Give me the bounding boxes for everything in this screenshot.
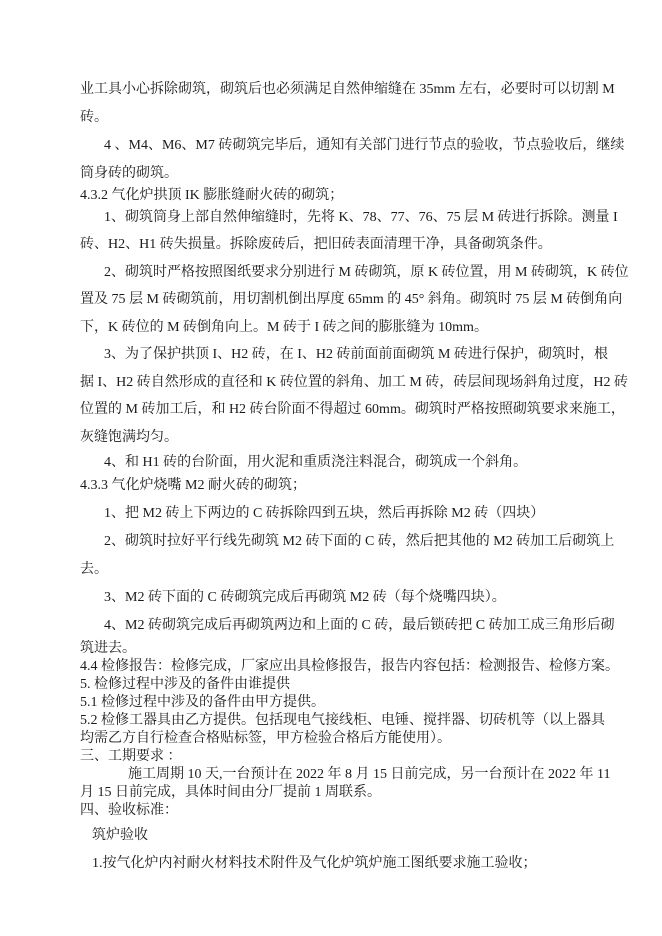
body-text-line: 砖。 xyxy=(80,110,108,125)
body-text-line: 4、M2 砖砌筑完成后再砌筑两边和上面的 C 砖，最后锁砖把 C 砖加工成三角形后砌 xyxy=(104,618,615,633)
body-text-line: 1、砌筑筒身上部自然伸缩缝时，先将 K、78、77、76、75 层 M 砖进行拆除。测量 I xyxy=(104,210,618,225)
body-text-line: 施工周期 10 天,一台预计在 2022 年 8 月 15 日前完成，另一台预计在 2022 年 11 xyxy=(128,767,611,782)
section-heading: 4.3.2 气化炉拱顶 IK 膨胀缝耐火砖的砌筑； xyxy=(80,188,344,203)
body-text-line: 据 I、H2 砖自然形成的直径和 K 砖位置的斜角、加工 M 砖，砖层间现场斜角过度，H2 砖 xyxy=(80,375,628,390)
body-text-line: 置及 75 层 M 砖砌筑前，用切割机倒出厚度 65mm 的 45° 斜角。砌筑时 75 层 M 砖倒角向 xyxy=(80,292,623,307)
body-text-line: 均需乙方自行检查合格贴标签，甲方检验合格后方能使用）。 xyxy=(80,731,451,746)
section-heading: 5. 检修过程中涉及的备件由谁提供 xyxy=(80,677,290,692)
section-heading: 4.4 检修报告：检修完成，厂家应出具检修报告，报告内容包括：检测报告、检修方案。 xyxy=(80,659,619,674)
subsection-heading: 筑炉验收 xyxy=(92,828,148,843)
body-text-line: 1、把 M2 砖上下两边的 C 砖拆除四到五块，然后再拆除 M2 砖（四块） xyxy=(104,506,545,521)
body-text-line: 位置的 M 砖加工后，和 H2 砖台阶面不得超过 60mm。砌筑时严格按照砌筑要求来施工， xyxy=(80,402,625,417)
section-heading: 4.3.3 气化炉烧嘴 M2 耐火砖的砌筑； xyxy=(80,478,306,493)
body-text-line: 2、砌筑时拉好平行线先砌筑 M2 砖下面的 C 砖，然后把其他的 M2 砖加工后砌筑上 xyxy=(104,534,615,549)
body-text-line: 灰缝饱满均匀。 xyxy=(80,430,178,445)
body-text-line: 月 15 日前完成，具体时间由分厂提前 1 周联系。 xyxy=(80,785,381,800)
section-heading: 三、工期要求 ： xyxy=(80,749,182,764)
body-text-line: 筒身砖的砌筑。 xyxy=(80,166,178,181)
section-heading: 四、验收标准： xyxy=(80,803,178,818)
body-text-line: 4 、M4、M6、M7 砖砌筑完毕后，通知有关部门进行节点的验收，节点验收后，继续 xyxy=(104,138,625,153)
body-text-line: 下，K 砖位的 M 砖倒角向上。M 砖于 I 砖之间的膨胀缝为 10mm。 xyxy=(80,320,488,335)
body-text-line: 3、M2 砖下面的 C 砖砌筑完成后再砌筑 M2 砖（每个烧嘴四块）。 xyxy=(104,590,506,605)
body-text-line: 5.1 检修过程中涉及的备件由甲方提供。 xyxy=(80,695,325,710)
body-text-line: 2、砌筑时严格按照图纸要求分别进行 M 砖砌筑，原 K 砖位置，用 M 砖砌筑，K 砖位 xyxy=(104,265,629,280)
body-text-line: 去。 xyxy=(80,562,108,577)
body-text-line: 筑进去。 xyxy=(80,641,136,656)
body-text-line: 4、和 H1 砖的台阶面，用火泥和重质浇注料混合，砌筑成一个斜角。 xyxy=(104,455,528,470)
body-text-line: 5.2 检修工器具由乙方提供。包括现电气接线柜、电锤、搅拌器、切砖机等（以上器具 xyxy=(80,713,605,728)
body-text-line: 1.按气化炉内衬耐火材料技术附件及气化炉筑炉施工图纸要求施工验收； xyxy=(92,856,537,871)
body-text-line: 3、为了保护拱顶 I、H2 砖，在 I、H2 砖前面前面砌筑 M 砖进行保护，砌筑时，根 xyxy=(104,347,608,362)
body-text-line: 砖、H2、H1 砖失损量。拆除废砖后，把旧砖表面清理干净，具备砌筑条件。 xyxy=(80,237,552,252)
body-text-line: 业工具小心拆除砌筑，砌筑后也必须满足自然伸缩缝在 35mm 左右，必要时可以切割 M xyxy=(80,82,615,97)
